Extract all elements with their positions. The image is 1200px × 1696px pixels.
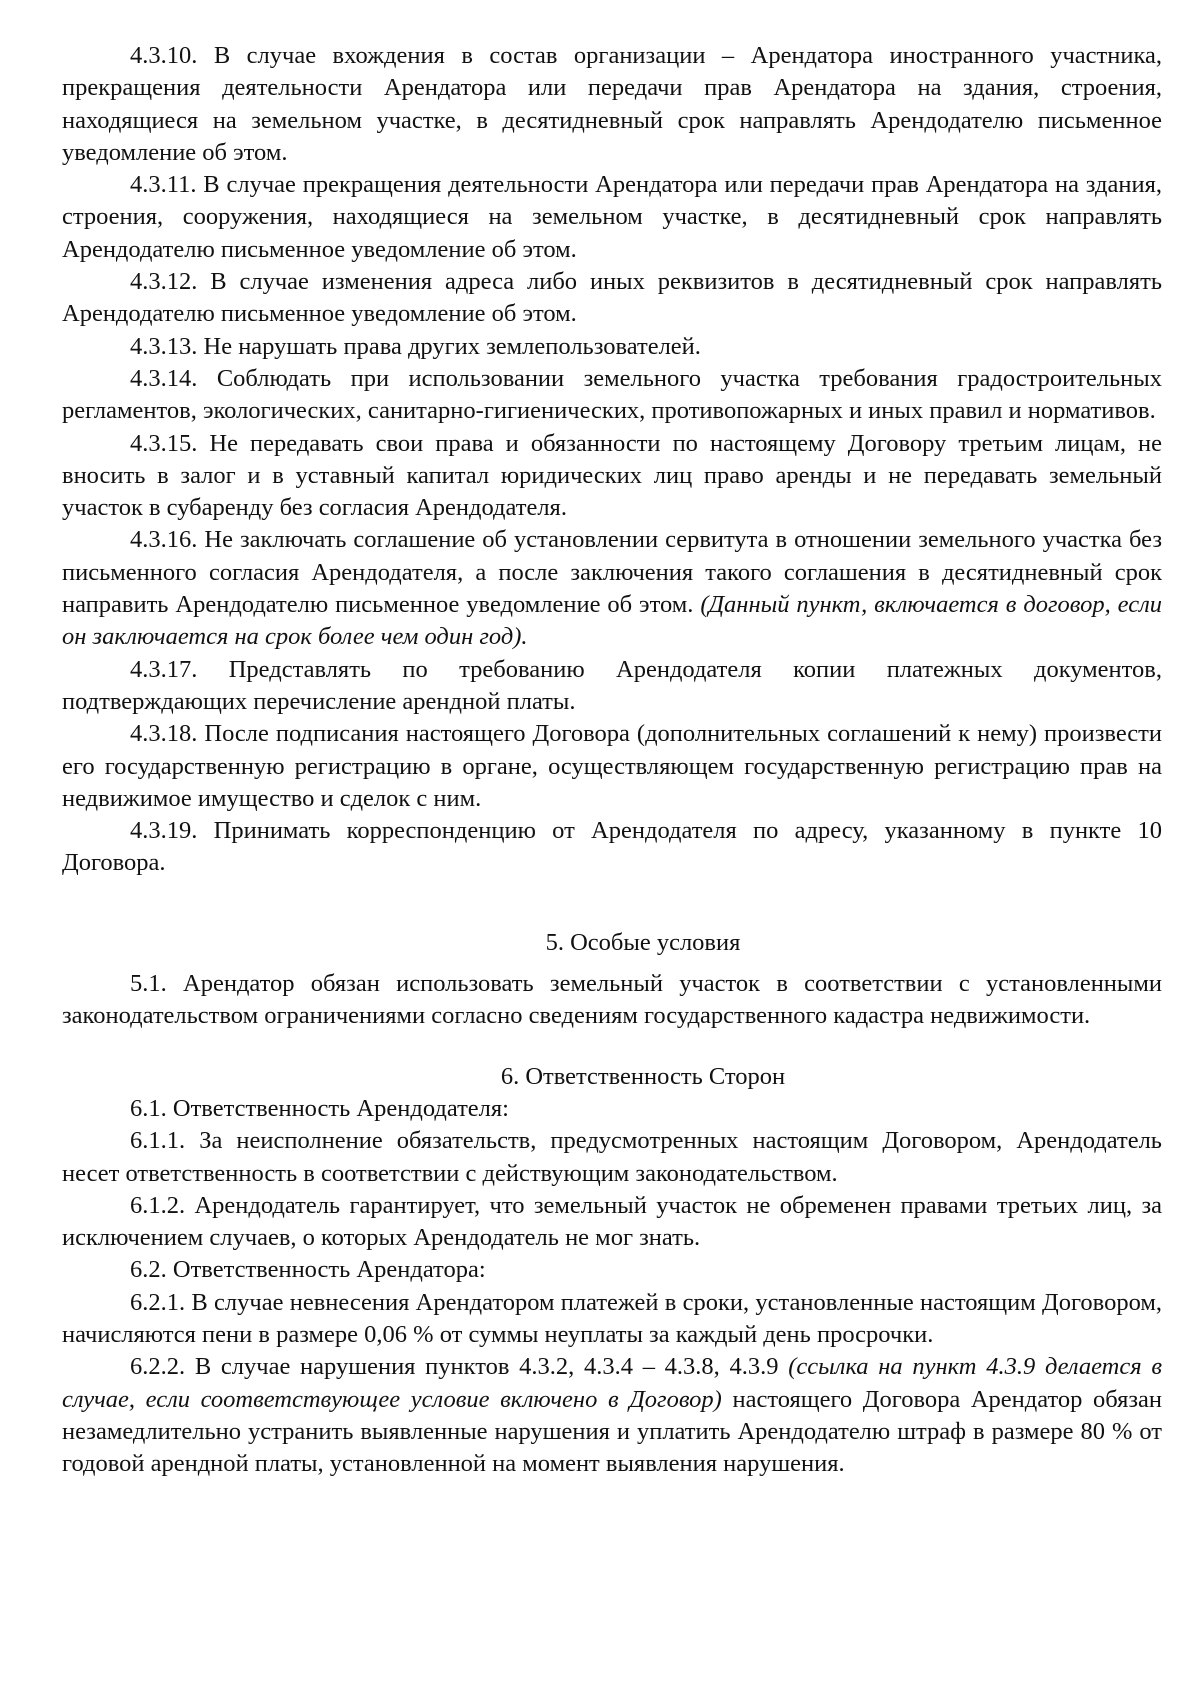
clause-4-3-17: 4.3.17. Представлять по требованию Арендодателя копии платежных документов, подтверждающих перечисление арендной платы. bbox=[62, 655, 1162, 715]
clause-4-3-16 bbox=[62, 524, 1162, 653]
clause-4-3-13: 4.3.13. Не нарушать права других землепользователей. bbox=[130, 332, 701, 360]
clause-6-1-1: 6.1.1. За неисполнение обязательств, предусмотренных настоящим Договором, Арендодатель несет ответственность в соответствии с действующим законодательством. bbox=[62, 1127, 1162, 1187]
spacer bbox=[62, 959, 1162, 968]
spacer bbox=[62, 880, 1162, 927]
clause-4-3-18: 4.3.18. После подписания настоящего Договора (дополнительных соглашений к нему) произвести его государственную регистрацию в органе, осуществляющем государственную регистрацию прав на недвижимое имущество и сделок с ним. bbox=[62, 720, 1162, 812]
clause-4-3-11: 4.3.11. В случае прекращения деятельности Арендатора или передачи прав Арендатора на здания, строения, сооружения, находящиеся на земельном участке, в десятидневный срок направлять Арендодателю письменное уведомление об этом. bbox=[62, 171, 1162, 263]
clause-6-1-2: 6.1.2. Арендодатель гарантирует, что земельный участок не обременен правами третьих лиц, за исключением случаев, о которых Арендодатель не мог знать. bbox=[62, 1191, 1162, 1252]
section-6-heading: 6. Ответственность Сторон bbox=[500, 1062, 786, 1090]
clause-4-3-19: 4.3.19. Принимать корреспонденцию от Арендодателя по адресу, указанному в пункте 10 Договора. bbox=[62, 817, 1162, 877]
clause-6-2-2-text-a: 6.2.2. В случае нарушения пунктов 4.3.2, 4.3.4 – 4.3.8, 4.3.9 bbox=[130, 1353, 779, 1381]
clause-6-2: 6.2. Ответственность Арендатора: bbox=[130, 1256, 486, 1284]
clause-6-2-2 bbox=[62, 1351, 1162, 1480]
clause-4-3-14: 4.3.14. Соблюдать при использовании земельного участка требования градостроительных регламентов, экологических, санитарно-гигиенических, противопожарных и иных правил и нормативов. bbox=[62, 364, 1162, 425]
clause-4-3-16-note: (Данный пункт, включается в договор, если он заключается на срок более чем один год). bbox=[62, 591, 1163, 651]
spacer bbox=[62, 1033, 1162, 1061]
clause-4-3-15: 4.3.15. Не передавать свои права и обязанности по настоящему Договору третьим лицам, не вносить в залог и в уставный капитал юридических лиц право аренды и не передавать земельный участок в субаренду без согласия Арендодателя. bbox=[62, 429, 1162, 522]
clause-6-2-1: 6.2.1. В случае невнесения Арендатором платежей в сроки, установленные настоящим Договором, начисляются пени в размере 0,06 % от суммы неуплаты за каждый день просрочки. bbox=[62, 1288, 1162, 1348]
clause-4-3-16-text: 4.3.16. Не заключать соглашение об установлении сервитута в отношении земельного участка без письменного согласия Арендодателя, а после заключения такого соглашения в десятидневный срок направить Арендодателю письменное уведомление об этом. bbox=[62, 526, 1162, 619]
clause-6-2-2-note: (ссылка на пункт 4.3.9 делается в случае, если соответствующее условие включено в Договор) bbox=[62, 1353, 1162, 1413]
clause-5-1: 5.1. Арендатор обязан использовать земельный участок в соответствии с установленными законодательством ограничениями согласно сведениям государственного кадастра недвижимости. bbox=[62, 970, 1162, 1030]
clause-4-3-10: 4.3.10. В случае вхождения в состав организации – Арендатора иностранного участника, прекращения деятельности Арендатора или передачи прав Арендатора на здания, строения, находящиеся на земельном участке, в десятидневный срок направлять Арендодателю письменное уведомление об этом. bbox=[62, 42, 1162, 166]
clause-6-1: 6.1. Ответственность Арендодателя: bbox=[130, 1094, 509, 1122]
clause-4-3-12: 4.3.12. В случае изменения адреса либо иных реквизитов в десятидневный срок направлять Арендодателю письменное уведомление об этом. bbox=[62, 268, 1162, 328]
section-5-heading: 5. Особые условия bbox=[545, 928, 741, 956]
clause-6-2-2-text-b: настоящего Договора Арендатор обязан незамедлительно устранить выявленные нарушения и уплатить Арендодателю штраф в размере 80 % от годовой арендной платы, установленной на момент выявления нарушения. bbox=[62, 1385, 1163, 1478]
